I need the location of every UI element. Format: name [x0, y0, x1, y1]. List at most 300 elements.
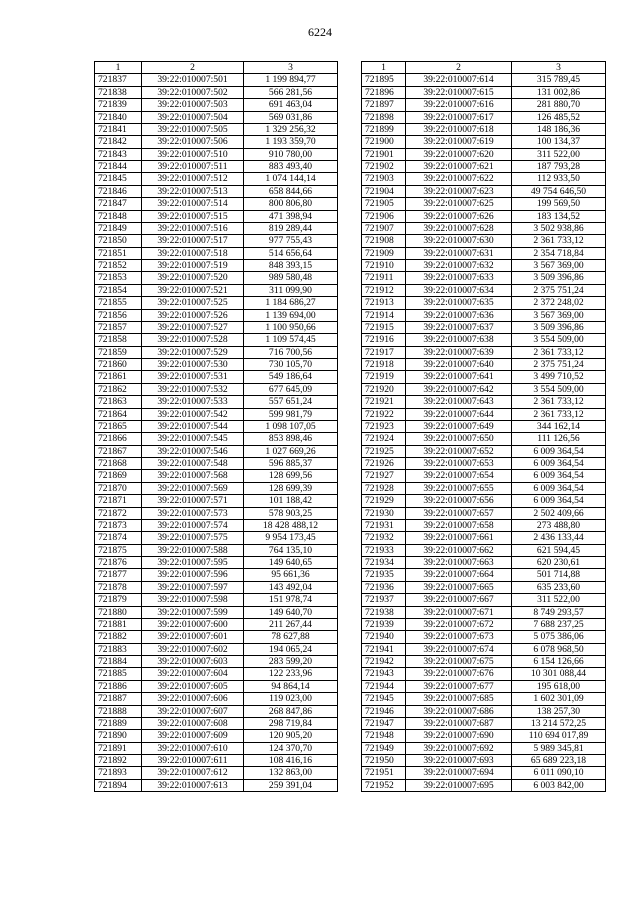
- row-number-cell: 721896: [362, 86, 406, 98]
- cadastral-number-cell: 39:22:010007:642: [406, 383, 512, 395]
- table-row: [362, 74, 606, 86]
- cadastral-number-cell: 39:22:010007:634: [406, 284, 512, 296]
- row-number-cell: 721913: [362, 297, 406, 309]
- cadastral-number-cell: 39:22:010007:619: [406, 136, 512, 148]
- value-cell: 2 375 751,24: [512, 284, 606, 296]
- cadastral-number-cell: 39:22:010007:677: [406, 680, 512, 692]
- value-cell: 268 847,86: [244, 705, 338, 717]
- cadastral-number-cell: 39:22:010007:610: [142, 742, 244, 754]
- table-row: [95, 693, 338, 705]
- cadastral-number-cell: 39:22:010007:530: [142, 359, 244, 371]
- row-number-cell: 721921: [362, 396, 406, 408]
- cadastral-number-cell: 39:22:010007:644: [406, 408, 512, 420]
- value-cell: 6 011 090,10: [512, 767, 606, 779]
- value-cell: 95 661,36: [244, 569, 338, 581]
- row-number-cell: 721923: [362, 420, 406, 432]
- value-cell: 853 898,46: [244, 433, 338, 445]
- row-number-cell: 721852: [95, 260, 142, 272]
- row-number-cell: 721937: [362, 594, 406, 606]
- table-row: [95, 779, 338, 791]
- table-body: [362, 74, 606, 792]
- cadastral-number-cell: 39:22:010007:613: [142, 779, 244, 791]
- cadastral-number-cell: 39:22:010007:656: [406, 495, 512, 507]
- value-cell: 311 099,90: [244, 284, 338, 296]
- cadastral-number-cell: 39:22:010007:504: [142, 111, 244, 123]
- row-number-cell: 721894: [95, 779, 142, 791]
- table-row: [95, 730, 338, 742]
- table-row: [362, 346, 606, 358]
- table-row: [95, 99, 338, 111]
- value-cell: 549 186,64: [244, 371, 338, 383]
- row-number-cell: 721950: [362, 755, 406, 767]
- row-number-cell: 721854: [95, 284, 142, 296]
- row-number-cell: 721947: [362, 717, 406, 729]
- table-body: [95, 74, 338, 792]
- row-number-cell: 721891: [95, 742, 142, 754]
- cadastral-number-cell: 39:22:010007:674: [406, 643, 512, 655]
- table-row: [362, 148, 606, 160]
- table-row: [95, 309, 338, 321]
- row-number-cell: 721901: [362, 148, 406, 160]
- cadastral-number-cell: 39:22:010007:528: [142, 334, 244, 346]
- table-row: [95, 185, 338, 197]
- cadastral-number-cell: 39:22:010007:588: [142, 544, 244, 556]
- cadastral-number-cell: 39:22:010007:604: [142, 668, 244, 680]
- value-cell: 126 485,52: [512, 111, 606, 123]
- value-cell: 2 361 733,12: [512, 235, 606, 247]
- row-number-cell: 721880: [95, 606, 142, 618]
- cadastral-number-cell: 39:22:010007:574: [142, 519, 244, 531]
- row-number-cell: 721843: [95, 148, 142, 160]
- cadastral-number-cell: 39:22:010007:605: [142, 680, 244, 692]
- table-row: [362, 383, 606, 395]
- table-row: [362, 111, 606, 123]
- cadastral-number-cell: 39:22:010007:546: [142, 445, 244, 457]
- cadastral-number-cell: 39:22:010007:603: [142, 656, 244, 668]
- value-cell: 315 789,45: [512, 74, 606, 86]
- cadastral-number-cell: 39:22:010007:501: [142, 74, 244, 86]
- row-number-cell: 721925: [362, 445, 406, 457]
- table-row: [95, 161, 338, 173]
- table-row: [362, 557, 606, 569]
- row-number-cell: 721847: [95, 198, 142, 210]
- row-number-cell: 721948: [362, 730, 406, 742]
- value-cell: 199 569,50: [512, 198, 606, 210]
- row-number-cell: 721875: [95, 544, 142, 556]
- value-cell: 501 714,88: [512, 569, 606, 581]
- value-cell: 620 230,61: [512, 557, 606, 569]
- table-row: [362, 433, 606, 445]
- value-cell: 596 885,37: [244, 458, 338, 470]
- table-row: [95, 408, 338, 420]
- value-cell: 6 154 126,66: [512, 656, 606, 668]
- value-cell: 635 233,60: [512, 581, 606, 593]
- cadastral-number-cell: 39:22:010007:658: [406, 519, 512, 531]
- row-number-cell: 721930: [362, 507, 406, 519]
- row-number-cell: 721917: [362, 346, 406, 358]
- table-row: [95, 606, 338, 618]
- row-number-cell: 721856: [95, 309, 142, 321]
- cadastral-number-cell: 39:22:010007:600: [142, 618, 244, 630]
- row-number-cell: 721879: [95, 594, 142, 606]
- value-cell: 298 719,84: [244, 717, 338, 729]
- row-number-cell: 721945: [362, 693, 406, 705]
- value-cell: 3 567 369,00: [512, 260, 606, 272]
- column-header-2: 2: [142, 62, 244, 74]
- row-number-cell: 721863: [95, 396, 142, 408]
- row-number-cell: 721884: [95, 656, 142, 668]
- table-row: [95, 148, 338, 160]
- row-number-cell: 721907: [362, 222, 406, 234]
- value-cell: 13 214 572,25: [512, 717, 606, 729]
- table-row: [362, 371, 606, 383]
- table-row: [362, 767, 606, 779]
- row-number-cell: 721892: [95, 755, 142, 767]
- table-row: [362, 321, 606, 333]
- cadastral-number-cell: 39:22:010007:618: [406, 123, 512, 135]
- row-number-cell: 721877: [95, 569, 142, 581]
- cadastral-number-cell: 39:22:010007:694: [406, 767, 512, 779]
- table-row: [362, 668, 606, 680]
- cadastral-number-cell: 39:22:010007:638: [406, 334, 512, 346]
- row-number-cell: 721912: [362, 284, 406, 296]
- value-cell: 2 361 733,12: [512, 408, 606, 420]
- value-cell: 3 554 509,00: [512, 383, 606, 395]
- row-number-cell: 721844: [95, 161, 142, 173]
- row-number-cell: 721846: [95, 185, 142, 197]
- table-row: [95, 668, 338, 680]
- table-row: [362, 86, 606, 98]
- cadastral-number-cell: 39:22:010007:542: [142, 408, 244, 420]
- row-number-cell: 721849: [95, 222, 142, 234]
- table-header-row: [95, 62, 338, 74]
- value-cell: 119 023,00: [244, 693, 338, 705]
- table-row: [95, 755, 338, 767]
- row-number-cell: 721882: [95, 631, 142, 643]
- table-row: [95, 458, 338, 470]
- row-number-cell: 721926: [362, 458, 406, 470]
- row-number-cell: 721929: [362, 495, 406, 507]
- value-cell: 989 580,48: [244, 272, 338, 284]
- value-cell: 800 806,80: [244, 198, 338, 210]
- row-number-cell: 721938: [362, 606, 406, 618]
- value-cell: 819 289,44: [244, 222, 338, 234]
- value-cell: 195 618,00: [512, 680, 606, 692]
- value-cell: 2 502 409,66: [512, 507, 606, 519]
- column-header-2: 2: [406, 62, 512, 74]
- cadastral-number-cell: 39:22:010007:518: [142, 247, 244, 259]
- row-number-cell: 721908: [362, 235, 406, 247]
- table-row: [95, 247, 338, 259]
- cadastral-number-cell: 39:22:010007:655: [406, 482, 512, 494]
- value-cell: 1 139 694,00: [244, 309, 338, 321]
- value-cell: 599 981,79: [244, 408, 338, 420]
- row-number-cell: 721928: [362, 482, 406, 494]
- table-row: [362, 495, 606, 507]
- cadastral-number-cell: 39:22:010007:571: [142, 495, 244, 507]
- table-row: [95, 643, 338, 655]
- table-row: [362, 359, 606, 371]
- table-header-row: [362, 62, 606, 74]
- row-number-cell: 721919: [362, 371, 406, 383]
- row-number-cell: 721855: [95, 297, 142, 309]
- value-cell: 149 640,70: [244, 606, 338, 618]
- value-cell: 138 257,30: [512, 705, 606, 717]
- cadastral-number-cell: 39:22:010007:512: [142, 173, 244, 185]
- cadastral-number-cell: 39:22:010007:625: [406, 198, 512, 210]
- cadastral-number-cell: 39:22:010007:527: [142, 321, 244, 333]
- value-cell: 6 009 364,54: [512, 470, 606, 482]
- column-header-3: 3: [512, 62, 606, 74]
- value-cell: 848 393,15: [244, 260, 338, 272]
- value-cell: 3 509 396,86: [512, 272, 606, 284]
- value-cell: 6 009 364,54: [512, 482, 606, 494]
- row-number-cell: 721949: [362, 742, 406, 754]
- row-number-cell: 721857: [95, 321, 142, 333]
- table-row: [95, 544, 338, 556]
- row-number-cell: 721888: [95, 705, 142, 717]
- table-row: [362, 136, 606, 148]
- row-number-cell: 721940: [362, 631, 406, 643]
- cadastral-number-cell: 39:22:010007:650: [406, 433, 512, 445]
- table-row: [95, 495, 338, 507]
- table-row: [362, 594, 606, 606]
- table-row: [362, 618, 606, 630]
- cadastral-number-cell: 39:22:010007:575: [142, 532, 244, 544]
- cadastral-number-cell: 39:22:010007:597: [142, 581, 244, 593]
- cadastral-number-cell: 39:22:010007:661: [406, 532, 512, 544]
- table-row: [362, 581, 606, 593]
- row-number-cell: 721865: [95, 420, 142, 432]
- cadastral-number-cell: 39:22:010007:626: [406, 210, 512, 222]
- cadastral-number-cell: 39:22:010007:632: [406, 260, 512, 272]
- row-number-cell: 721886: [95, 680, 142, 692]
- row-number-cell: 721851: [95, 247, 142, 259]
- value-cell: 557 651,24: [244, 396, 338, 408]
- cadastral-number-cell: 39:22:010007:690: [406, 730, 512, 742]
- value-cell: 311 522,00: [512, 594, 606, 606]
- cadastral-number-cell: 39:22:010007:639: [406, 346, 512, 358]
- column-header-3: 3: [244, 62, 338, 74]
- value-cell: 194 065,24: [244, 643, 338, 655]
- value-cell: 281 880,70: [512, 99, 606, 111]
- row-number-cell: 721927: [362, 470, 406, 482]
- table-row: [95, 123, 338, 135]
- value-cell: 132 863,00: [244, 767, 338, 779]
- table-row: [362, 334, 606, 346]
- row-number-cell: 721890: [95, 730, 142, 742]
- table-row: [362, 717, 606, 729]
- value-cell: 259 391,04: [244, 779, 338, 791]
- table-row: [95, 396, 338, 408]
- row-number-cell: 721898: [362, 111, 406, 123]
- table-row: [362, 730, 606, 742]
- cadastral-number-cell: 39:22:010007:609: [142, 730, 244, 742]
- value-cell: 6 078 968,50: [512, 643, 606, 655]
- value-cell: 1 193 359,70: [244, 136, 338, 148]
- table-row: [362, 396, 606, 408]
- value-cell: 183 134,52: [512, 210, 606, 222]
- table-row: [362, 643, 606, 655]
- table-row: [95, 284, 338, 296]
- table-row: [95, 507, 338, 519]
- value-cell: 273 488,80: [512, 519, 606, 531]
- table-row: [95, 519, 338, 531]
- row-number-cell: 721943: [362, 668, 406, 680]
- table-row: [362, 272, 606, 284]
- cadastral-number-cell: 39:22:010007:506: [142, 136, 244, 148]
- table-row: [362, 507, 606, 519]
- table-row: [362, 742, 606, 754]
- row-number-cell: 721909: [362, 247, 406, 259]
- row-number-cell: 721871: [95, 495, 142, 507]
- table-row: [362, 755, 606, 767]
- cadastral-number-cell: 39:22:010007:620: [406, 148, 512, 160]
- cadastral-number-cell: 39:22:010007:643: [406, 396, 512, 408]
- cadastral-number-cell: 39:22:010007:686: [406, 705, 512, 717]
- cadastral-number-cell: 39:22:010007:517: [142, 235, 244, 247]
- table-row: [95, 445, 338, 457]
- table-row: [95, 680, 338, 692]
- cadastral-number-cell: 39:22:010007:614: [406, 74, 512, 86]
- cadastral-number-cell: 39:22:010007:693: [406, 755, 512, 767]
- value-cell: 187 793,28: [512, 161, 606, 173]
- cadastral-number-cell: 39:22:010007:544: [142, 420, 244, 432]
- row-number-cell: 721837: [95, 74, 142, 86]
- value-cell: 148 186,36: [512, 123, 606, 135]
- row-number-cell: 721887: [95, 693, 142, 705]
- table-row: [95, 198, 338, 210]
- cadastral-number-cell: 39:22:010007:652: [406, 445, 512, 457]
- value-cell: 1 199 894,77: [244, 74, 338, 86]
- cadastral-number-cell: 39:22:010007:515: [142, 210, 244, 222]
- cadastral-number-cell: 39:22:010007:607: [142, 705, 244, 717]
- value-cell: 2 361 733,12: [512, 346, 606, 358]
- table-row: [362, 532, 606, 544]
- cadastral-number-cell: 39:22:010007:653: [406, 458, 512, 470]
- value-cell: 569 031,86: [244, 111, 338, 123]
- cadastral-number-cell: 39:22:010007:692: [406, 742, 512, 754]
- value-cell: 18 428 488,12: [244, 519, 338, 531]
- row-number-cell: 721868: [95, 458, 142, 470]
- row-number-cell: 721866: [95, 433, 142, 445]
- cadastral-number-cell: 39:22:010007:687: [406, 717, 512, 729]
- value-cell: 9 954 173,45: [244, 532, 338, 544]
- value-cell: 730 105,70: [244, 359, 338, 371]
- cadastral-number-cell: 39:22:010007:532: [142, 383, 244, 395]
- row-number-cell: 721889: [95, 717, 142, 729]
- table-row: [362, 705, 606, 717]
- table-row: [362, 482, 606, 494]
- cadastral-number-cell: 39:22:010007:519: [142, 260, 244, 272]
- value-cell: 283 599,20: [244, 656, 338, 668]
- value-cell: 3 509 396,86: [512, 321, 606, 333]
- registry-table-left: [94, 61, 338, 792]
- row-number-cell: 721850: [95, 235, 142, 247]
- cadastral-number-cell: 39:22:010007:573: [142, 507, 244, 519]
- value-cell: 658 844,66: [244, 185, 338, 197]
- row-number-cell: 721915: [362, 321, 406, 333]
- value-cell: 883 493,40: [244, 161, 338, 173]
- table-row: [95, 359, 338, 371]
- table-row: [362, 680, 606, 692]
- table-row: [362, 260, 606, 272]
- table-row: [362, 247, 606, 259]
- row-number-cell: 721902: [362, 161, 406, 173]
- row-number-cell: 721845: [95, 173, 142, 185]
- table-row: [95, 656, 338, 668]
- value-cell: 128 699,56: [244, 470, 338, 482]
- table-row: [95, 74, 338, 86]
- table-row: [95, 618, 338, 630]
- value-cell: 3 499 710,52: [512, 371, 606, 383]
- cadastral-number-cell: 39:22:010007:636: [406, 309, 512, 321]
- value-cell: 124 370,70: [244, 742, 338, 754]
- table-row: [95, 767, 338, 779]
- value-cell: 1 109 574,45: [244, 334, 338, 346]
- value-cell: 94 864,14: [244, 680, 338, 692]
- row-number-cell: 721932: [362, 532, 406, 544]
- cadastral-number-cell: 39:22:010007:545: [142, 433, 244, 445]
- value-cell: 6 009 364,54: [512, 458, 606, 470]
- cadastral-number-cell: 39:22:010007:525: [142, 297, 244, 309]
- row-number-cell: 721942: [362, 656, 406, 668]
- table-row: [95, 321, 338, 333]
- table-row: [95, 581, 338, 593]
- value-cell: 78 627,88: [244, 631, 338, 643]
- cadastral-number-cell: 39:22:010007:513: [142, 185, 244, 197]
- value-cell: 211 267,44: [244, 618, 338, 630]
- row-number-cell: 721842: [95, 136, 142, 148]
- cadastral-number-cell: 39:22:010007:611: [142, 755, 244, 767]
- table-row: [95, 742, 338, 754]
- table-row: [95, 272, 338, 284]
- cadastral-number-cell: 39:22:010007:633: [406, 272, 512, 284]
- table-row: [95, 346, 338, 358]
- table-row: [95, 371, 338, 383]
- row-number-cell: 721876: [95, 557, 142, 569]
- cadastral-number-cell: 39:22:010007:616: [406, 99, 512, 111]
- row-number-cell: 721841: [95, 123, 142, 135]
- cadastral-number-cell: 39:22:010007:617: [406, 111, 512, 123]
- row-number-cell: 721864: [95, 408, 142, 420]
- value-cell: 1 074 144,14: [244, 173, 338, 185]
- value-cell: 128 699,39: [244, 482, 338, 494]
- cadastral-number-cell: 39:22:010007:520: [142, 272, 244, 284]
- table-row: [362, 445, 606, 457]
- table-row: [95, 470, 338, 482]
- row-number-cell: 721916: [362, 334, 406, 346]
- value-cell: 143 492,04: [244, 581, 338, 593]
- table-row: [95, 717, 338, 729]
- row-number-cell: 721941: [362, 643, 406, 655]
- row-number-cell: 721870: [95, 482, 142, 494]
- table-row: [362, 544, 606, 556]
- table-row: [362, 569, 606, 581]
- table-row: [362, 297, 606, 309]
- row-number-cell: 721914: [362, 309, 406, 321]
- value-cell: 471 398,94: [244, 210, 338, 222]
- row-number-cell: 721904: [362, 185, 406, 197]
- row-number-cell: 721951: [362, 767, 406, 779]
- table-row: [95, 260, 338, 272]
- cadastral-number-cell: 39:22:010007:569: [142, 482, 244, 494]
- row-number-cell: 721922: [362, 408, 406, 420]
- table-row: [95, 631, 338, 643]
- value-cell: 1 329 256,32: [244, 123, 338, 135]
- value-cell: 110 694 017,89: [512, 730, 606, 742]
- value-cell: 2 375 751,24: [512, 359, 606, 371]
